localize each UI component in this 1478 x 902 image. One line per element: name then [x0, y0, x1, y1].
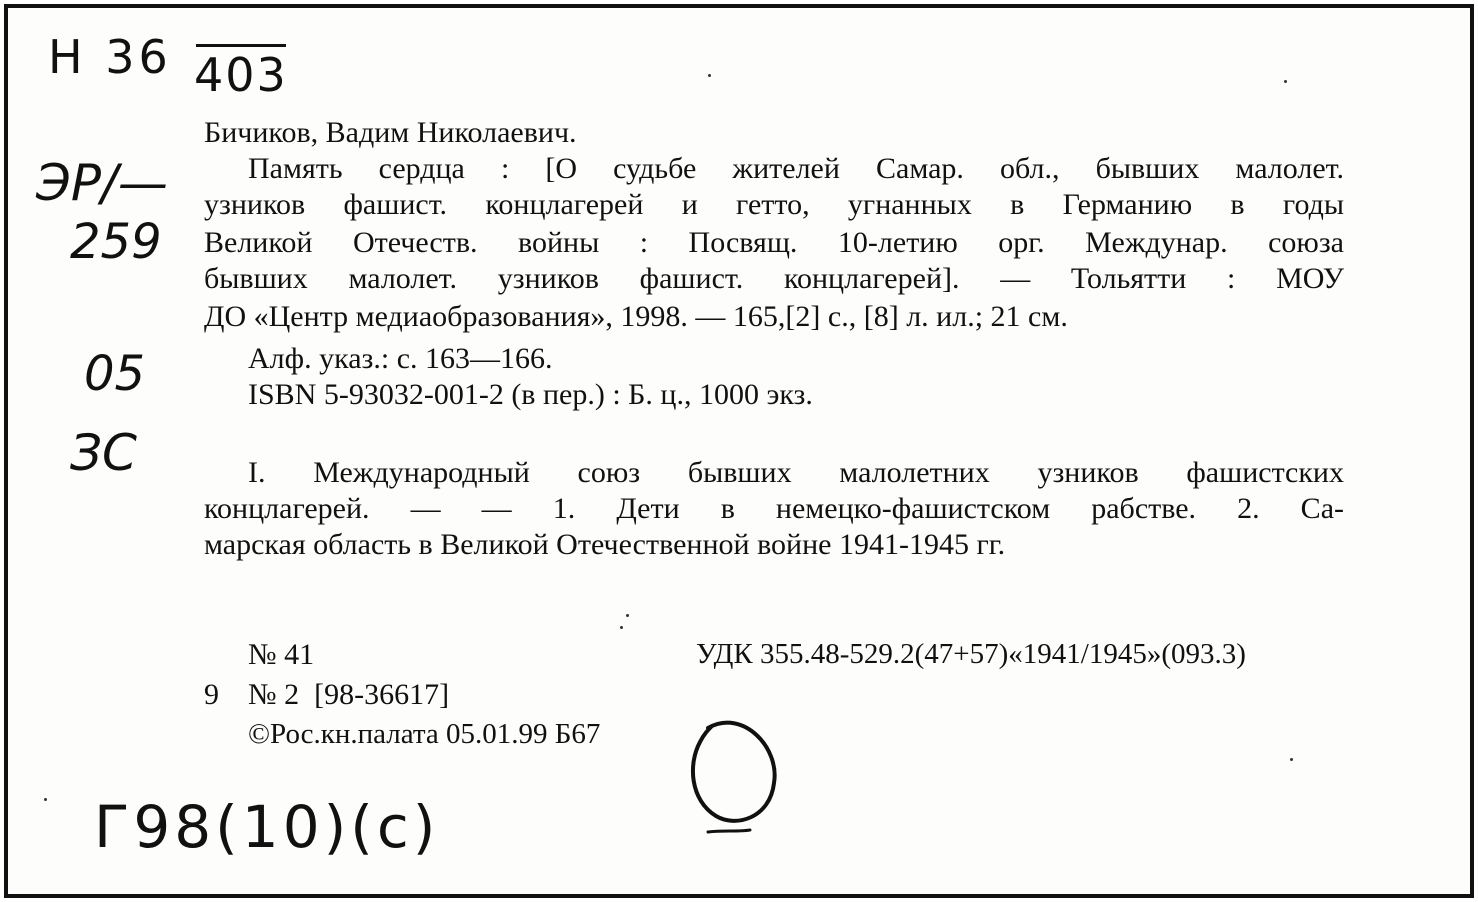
scan-speck: [1290, 758, 1293, 761]
entry-author: Бичиков, Вадим Николаевич.: [204, 116, 577, 149]
handwritten-margin-note-2: 259: [70, 214, 162, 270]
entry-description-line-2: узников фашист. концлагерей и гетто, угнанных в Германию в годы: [204, 188, 1344, 221]
entry-description-line-3: Великой Отечеств. войны : Посвящ. 10-летию орг. Междунар. союза: [204, 226, 1344, 259]
entry-subject-line-3: марская область в Великой Отечественной войне 1941-1945 гг.: [204, 528, 1006, 561]
handwritten-margin-note-1: ЭР/—: [36, 154, 168, 212]
handwritten-circle-mark: [678, 708, 788, 848]
handwritten-margin-note-4: ЗС: [70, 424, 137, 482]
scan-speck: [44, 798, 47, 801]
entry-isbn: ISBN 5-93032-001-2 (в пер.) : Б. ц., 1000 экз.: [248, 378, 813, 411]
entry-index-note: Алф. указ.: с. 163—166.: [248, 342, 553, 375]
scan-speck: [620, 626, 623, 629]
entry-subject-line-1: I. Международный союз бывших малолетних узников фашистских: [248, 456, 1344, 489]
handwritten-bottom-code: Г98(10)(с): [94, 793, 440, 861]
footer-number-2: № 2 [98-36617]: [248, 678, 450, 711]
scan-speck: [626, 614, 629, 617]
handwritten-shelf-mark-number: 403: [194, 48, 288, 102]
handwritten-overline: [196, 44, 286, 47]
entry-description-line-5: ДО «Центр медиаобразования», 1998. — 165,[2] с., [8] л. ил.; 21 см.: [204, 300, 1068, 333]
entry-subject-line-2: концлагерей. — — 1. Дети в немецко-фашистском рабстве. 2. Са-: [204, 492, 1344, 525]
handwritten-margin-note-3: 05: [84, 346, 146, 402]
footer-copyright: ©Рос.кн.палата 05.01.99 Б67: [248, 718, 601, 750]
scan-speck: [1284, 80, 1287, 83]
footer-udk: УДК 355.48-529.2(47+57)«1941/1945»(093.3): [696, 638, 1246, 670]
entry-description-line-4: бывших малолет. узников фашист. концлагерей]. — Тольятти : МОУ: [204, 262, 1344, 295]
catalog-card: [4, 4, 1474, 898]
handwritten-shelf-mark-prefix: H 36: [48, 30, 172, 84]
footer-prefix-digit: 9: [204, 678, 219, 711]
entry-description-line-1: Память сердца : [О судьбе жителей Самар. обл., бывших малолет.: [248, 152, 1344, 185]
scan-speck: [708, 74, 711, 77]
footer-number-1: № 41: [248, 638, 315, 671]
